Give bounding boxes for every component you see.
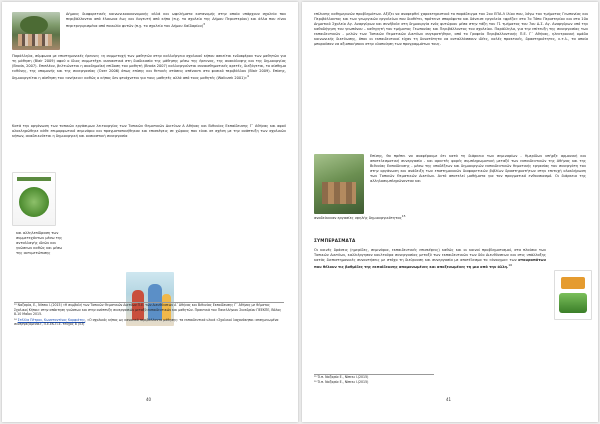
body-paragraph-2: Κατά την οργάνωση των τοπικών εργάσιμων λειτουργίας των Τοπικών Θεματικών Δικτύων Α Αθήνας και Βιθυνίας Εκπαίδευσης Γ΄ Αθήνας και αφού ολοκληρώθηκε κάθε επιμορφωτικό σεμινάριο και πραγματοποιήθηκαν και επισκέψεις σε χώρους που είναι σε σχέση με την ανάπτυξη των σχολικών κήπων, αναδεικνύεται η δημιουργική και ουσιαστική συνεργασία [12, 124, 286, 138]
left-footnotes [14, 302, 284, 327]
conclusions-paragraph: Οι κοινές δράσεις (ημερίδες, σεμινάρια, εκπαιδευτικές επισκέψεις) καθώς και οι κοινοί προβληματισμοί, στα πλαίσια των Τοπικών Δικτύων, καλλιέργησαν κουλτούρα συνεργασίας μεταξύ των εκπαιδευτικών των δύο Διευθύνσεων και στις υπάλλαξης κατάς διεπιστημονικές συναντήσεις με στόχο τη διεύρυνση και συνεργασία με αποτέλεσμα το «άνοιγμα» των σταυροπότων που θέλουν τις βαθμίδες της εκπαίδευσης απομονωμένες και αποξενωμένες τη μια από την άλλη.$^{16}$ [314, 248, 546, 270]
page-number-left: 40 [146, 397, 152, 402]
right-top-paragraph: επίλυσης καθημερινών προβλημάτων. Αξίζει να αναφερθεί χαρακτηριστικό το παράδειγμα του 2ου ΕΠΑ.Λ Ιλίου που, λόγω του τμήματος Γεωπονίας και Περιβάλλοντος και των γεωργικών εργαλείων που διαθέτει, πρότεινε σπορόφυτα και δάνεισε εργαλεία «φρέζα» στο 7ο Τόπο Περιστερίου και στο 10ο Δημοτικό Σχολείο Αγ. Αναργύρων και συνέβαλε στη δημιουργία ενός φυτώριου μέσα στην τάξη του Γ1 τμήματος του 7ου Δ.Σ. Αγ. Αναργύρων υπό την καθοδήγηση του γεωπόνου – καθηγητή του τμήματος Γεωπονίας και Περιβάλλοντος του σχολείου. Παράλληλα, για την επίτευξη της συνεργασίας των εκπαιδευτικών - μελών των Τοπικών Θεματικών Δικτύων συγκροτήθηκε, από το Γραφείο Περιβαλλοντικής Π.Ε. Γ΄ Αθήνας, ηλεκτρονική ομάδα κοινωνικής δικτύωσης, όπου οι εκπαιδευτικοί είχαν τη δυνατότητα να ανταλλάσσουν ιδέες, καλές πρακτικές, δραστηριότητες, κ.τ.λ., τα οποία μπορούσαν να αξιοποιήσουν στην υλοποίηση των προγραμμάτων τους. [314, 12, 588, 46]
footnote-16: ¹⁶ Ό.π. Ναζαρία Ε., Νίπεκι Ι.(2015) [314, 379, 369, 384]
right-float-paragraph: Επίσης, θα πρέπει να αναφέρουμε ότι κατά τη διάρκεια των σεμιναρίων - Ημερίδων υπήρξε αρμονική και αποτελεσματική συνεργασία - και αρκετές φορές συμπληρωματική μεταξύ των εκπαιδευτικών της Αθήνας και της Βιθυνίας Εκπαίδευσης - μέσω της υποδέξεων και δημιουργιών εκπαιδευτικών θεματικής εργασίας του συνεργάτη του στην οργάνωση και ανάδειξη των επιστημονικών διαφορετικών βιβλίων δραστηριοτήτων στην επιτυχή ολοκλήρωση των Τοπικών Θεματικών Δικτύων. Αυτό αποτελεί μαθήματα για τον πραγματικό ενθουσιασμό. Οι διάρκεια της αλληλοσυμπληρώνονταν και [370, 154, 586, 183]
seedling-pots-photo [314, 154, 364, 214]
body-paragraph-1: Παράλληλα, σύμφωνα με επιστημονικές έρευνες «η συμμετοχή των μαθητών στην καλλιέργεια σχολικού κήπου ασκείται ενδιαφέρον των μαθητών για τη μάθηση (Blair 2009) αφού ο ίδιος συμμετέχει ουσιαστικά στη διαδικασία της μάθησης μέσω της έρευνας, της ανακάλυψης και της δημιουργίας (Broda, 2007). Επιπλέον, βελτιώνεται η ακαδημαϊκή επίδοση του μαθητή (Broda 2007) καλλιεργούνται συναισθηματικές αρετές, διεξάγεται, το αίσθημα ευθύνης, της υπομονής και της συνεργασίας (Ozer 2006) όπως επίσης και θετικές στάσεις απέναντι στο φυσικό περιβάλλον (Blair 2009). Επίσης, δημιουργείται η αίσθηση του «ανήκειν» καθώς ο κήπος δεν φτιάχνεται για τους μαθητές αλλά από τους μαθητές (Waliczek 2001)»$^4$ [12, 54, 286, 81]
page-number-right: 41 [446, 397, 452, 402]
footnote-14: ¹⁴ Στέλλα Πέτρου, Κωνσταντίνος Κορφιάτης, «Ο σχολικός κήπος ως κανονικό περιβάλλοντα μάθησης: τα εκπαιδευτικά υλικά «Σχολικοί λαχανόκηποι: σεσημειωμένα συνεργαζόμενοι», Π.Ε.ΕΚ.Π.Ε. τεύχος 8 (53) [14, 317, 279, 326]
footnote-15: ¹⁵ Ό.π. Ναζαρία Ε., Νίπεκι Ι.(2015) [314, 375, 369, 379]
garden-photo-students [12, 12, 60, 50]
poster-image [554, 270, 592, 320]
right-after-paragraph: αναδείκνυαν εργασίες υψηλής δημιουργικότητας$^{15}$ [314, 214, 406, 221]
right-page [302, 2, 598, 422]
program-logo-image [12, 172, 56, 226]
intro-paragraph: Δήμους διαφορετικές κοινωνικοοικονομικής αλλά και ωφελήματα κατανομής στην οποία υπάρχουν σχολεία που περιβάλλονται από έλαιωνα έως και Λογευτή από κήπο (π.χ. το σχολείο της Δήμου Περιστερίου) και άλλα που είναι περιτριγυρισμένα από ποικιλία φυτών (π.χ. το σχολείο του Δήμου Χαϊδαρίου)$^3$ [66, 12, 286, 29]
left-page [2, 2, 298, 422]
right-footnotes [314, 374, 434, 384]
narrow-paragraph: και αλληλεπίδραση των συμμετεχόντων μέσω της ανταλλαγής ιδεών και γνώσεων καθώς και μέσω της αντιμετώπισης [16, 231, 63, 255]
conclusions-heading: ΣΥΜΠΕΡΑΣΜΑΤΑ [314, 238, 356, 243]
footnote-author-link[interactable]: Στέλλα Πέτρου, Κωνσταντίνος Κορφιάτης [17, 317, 86, 322]
footnote-13: ¹³ Ναζαρία, Ε., Νίπεκι Ι.(2015) «Η συμβολή των Τοπικών Θεματικών Δικτύων Π.Ε. των Διευθύνσεων Α΄ Αθήνας και Βιθυνίας Εκπαίδευσης Γ΄ Αθήνας με θέματος Σχολικοί Κήποι» στην απόκτηση γνώσεων και στην ανάπτυξη συνεργασιών μεταξύ εκπαιδευτικών και μαθητών. Πρακτικά του Πανελλήνιου Συνεδρίου ΠΕΕΚΠΕ, Βόλος 8-10 Μαΐου 2015. [14, 303, 282, 316]
